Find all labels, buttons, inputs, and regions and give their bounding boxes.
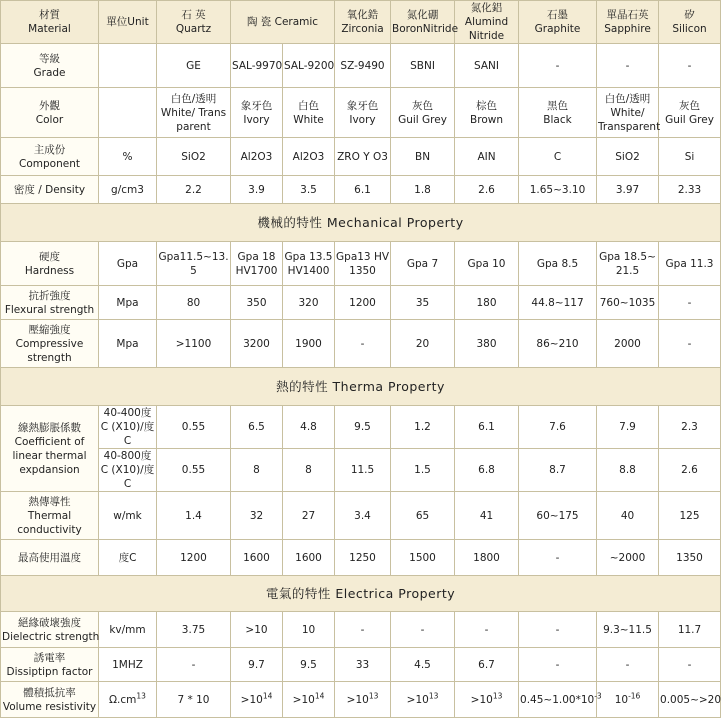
table-cell: 2.6 [455, 176, 519, 204]
table-cell: - [659, 648, 721, 682]
table-cell: GE [157, 44, 231, 88]
table-cell: 10 [283, 612, 335, 648]
table-cell: $>10^{13}$ [335, 682, 391, 718]
table-cell: - [597, 648, 659, 682]
header-unit: 單位Unit [99, 1, 157, 44]
table-cell: 灰色 Guil Grey [391, 88, 455, 138]
table-cell: - [659, 286, 721, 320]
header-ceramic: 陶 瓷 Ceramic [231, 1, 335, 44]
table-cell: 3.97 [597, 176, 659, 204]
table-cell: 黑色 Black [519, 88, 597, 138]
component-row [1, 138, 721, 176]
table-cell: Gpa13 HV1350 [335, 242, 391, 286]
table-cell: 9.5 [335, 406, 391, 449]
section-electrical-title: 電氣的特性 Electrica Property [1, 576, 721, 612]
table-cell: Gpa11.5~13. 5 [157, 242, 231, 286]
compressive-unit: Mpa [99, 320, 157, 368]
table-cell: Gpa 11.3 [659, 242, 721, 286]
grade-unit [99, 44, 157, 88]
table-cell: 1.2 [391, 406, 455, 449]
table-cell: 11.7 [659, 612, 721, 648]
table-cell: 11.5 [335, 449, 391, 492]
table-cell: 44.8~117 [519, 286, 597, 320]
table-cell: 80 [157, 286, 231, 320]
table-cell: 1200 [335, 286, 391, 320]
table-cell: ZRO Y O3 [335, 138, 391, 176]
hardness-row [1, 242, 721, 286]
table-cell: 7.6 [519, 406, 597, 449]
table-cell: 65 [391, 492, 455, 540]
section-thermal-title: 熱的特性 Therma Property [1, 368, 721, 406]
table-cell: 32 [231, 492, 283, 540]
table-cell: - [519, 648, 597, 682]
table-cell: 白色 White [283, 88, 335, 138]
table-cell: 2.3 [659, 406, 721, 449]
table-cell: 白色/透明 White/ Transparent [157, 88, 231, 138]
table-cell: - [659, 44, 721, 88]
table-cell: - [597, 44, 659, 88]
table-cell: 9.7 [231, 648, 283, 682]
table-cell: 3.5 [283, 176, 335, 204]
table-cell: Gpa 7 [391, 242, 455, 286]
table-cell: - [335, 320, 391, 368]
table-cell: 白色/透明 White/ Transparent [597, 88, 659, 138]
header-quartz: 石 英 Quartz [157, 1, 231, 44]
section-row [1, 576, 721, 612]
resistivity-unit: $\Omega.cm^{13}$ [99, 682, 157, 718]
table-cell: 1.8 [391, 176, 455, 204]
table-cell: 6.8 [455, 449, 519, 492]
hardness-label: 硬度 Hardness [1, 242, 99, 286]
table-cell: 象牙色 Ivory [231, 88, 283, 138]
table-cell: - [157, 648, 231, 682]
table-cell: 象牙色 Ivory [335, 88, 391, 138]
dissipation-label: 誘電率 Dissiptipn factor [1, 648, 99, 682]
expansion-unit-800: 40-800度C (X10)/度C [99, 449, 157, 492]
table-cell: 6.1 [335, 176, 391, 204]
table-cell: 180 [455, 286, 519, 320]
header-boron-nitride: 氮化硼 BoronNitride [391, 1, 455, 44]
table-cell: >1100 [157, 320, 231, 368]
table-cell: 760~1035 [597, 286, 659, 320]
table-cell: Gpa 8.5 [519, 242, 597, 286]
compressive-label: 壓縮強度 Compressive strength [1, 320, 99, 368]
table-cell: 41 [455, 492, 519, 540]
table-cell: Al2O3 [283, 138, 335, 176]
table-cell: 0.55 [157, 406, 231, 449]
table-cell: - [519, 612, 597, 648]
table-cell: 1500 [391, 540, 455, 576]
table-cell: SAL-9200 [283, 44, 335, 88]
table-cell: 86~210 [519, 320, 597, 368]
table-cell: 20 [391, 320, 455, 368]
table-cell: Gpa 18 HV1700 [231, 242, 283, 286]
table-cell: 3.4 [335, 492, 391, 540]
table-cell: 6.7 [455, 648, 519, 682]
table-cell: - [519, 540, 597, 576]
table-cell: 1.5 [391, 449, 455, 492]
table-cell: $>10^{13}$ [391, 682, 455, 718]
table-cell: 33 [335, 648, 391, 682]
table-cell: 125 [659, 492, 721, 540]
grade-row [1, 44, 721, 88]
hardness-unit: Gpa [99, 242, 157, 286]
table-cell: ~2000 [597, 540, 659, 576]
table-cell: 1200 [157, 540, 231, 576]
table-cell: 2.2 [157, 176, 231, 204]
flexural-row [1, 286, 721, 320]
table-cell: 40 [597, 492, 659, 540]
expansion-row-400 [1, 406, 721, 449]
table-cell: 1600 [283, 540, 335, 576]
table-cell: 8 [283, 449, 335, 492]
table-cell: Al2O3 [231, 138, 283, 176]
max-temp-row [1, 540, 721, 576]
dielectric-unit: kv/mm [99, 612, 157, 648]
table-cell: AIN [455, 138, 519, 176]
section-row [1, 204, 721, 242]
max-temp-label: 最高使用溫度 [1, 540, 99, 576]
table-cell: - [391, 612, 455, 648]
table-cell: SANI [455, 44, 519, 88]
table-cell: $0.45\sim 1.00*10^{-3}$ [519, 682, 597, 718]
table-cell: >10 [231, 612, 283, 648]
header-aluminum-nitride: 氮化鋁 Alumind Nitride [455, 1, 519, 44]
conductivity-row [1, 492, 721, 540]
table-cell: 4.8 [283, 406, 335, 449]
table-cell: SiO2 [157, 138, 231, 176]
dissipation-row [1, 648, 721, 682]
dielectric-label: 絕緣破壞強度 Dielectric strength [1, 612, 99, 648]
table-cell: - [519, 44, 597, 88]
header-row [1, 1, 721, 44]
table-cell: SZ-9490 [335, 44, 391, 88]
table-cell: 2000 [597, 320, 659, 368]
color-row [1, 88, 721, 138]
header-silicon: 矽 Silicon [659, 1, 721, 44]
density-label: 密度 / Density [1, 176, 99, 204]
section-row [1, 368, 721, 406]
table-cell: C [519, 138, 597, 176]
table-cell: 8.7 [519, 449, 597, 492]
expansion-label: 線熱膨脹係數 Coefficient of linear thermal expdansion [1, 406, 99, 492]
table-cell: 2.33 [659, 176, 721, 204]
dielectric-row [1, 612, 721, 648]
table-cell: - [659, 320, 721, 368]
flexural-unit: Mpa [99, 286, 157, 320]
table-cell: 1.65~3.10 [519, 176, 597, 204]
table-cell: 1900 [283, 320, 335, 368]
table-cell: 灰色 Guil Grey [659, 88, 721, 138]
table-cell: 1350 [659, 540, 721, 576]
table-cell: 3.9 [231, 176, 283, 204]
table-cell: 6.1 [455, 406, 519, 449]
table-cell: 380 [455, 320, 519, 368]
resistivity-row [1, 682, 721, 718]
component-label: 主成份 Component [1, 138, 99, 176]
header-sapphire: 單晶石英 Sapphire [597, 1, 659, 44]
section-mechanical-title: 機械的特性 Mechanical Property [1, 204, 721, 242]
max-temp-unit: 度C [99, 540, 157, 576]
expansion-row-800 [1, 449, 721, 492]
table-cell: 1600 [231, 540, 283, 576]
table-cell: 8.8 [597, 449, 659, 492]
table-cell: 3200 [231, 320, 283, 368]
table-cell: 1.4 [157, 492, 231, 540]
table-cell: BN [391, 138, 455, 176]
table-cell: $>10^{13}$ [455, 682, 519, 718]
conductivity-unit: w/mk [99, 492, 157, 540]
density-row [1, 176, 721, 204]
color-unit [99, 88, 157, 138]
table-cell: 2.6 [659, 449, 721, 492]
conductivity-label: 熱傳導性 Thermal conductivity [1, 492, 99, 540]
table-cell: 27 [283, 492, 335, 540]
table-cell: 9.3~11.5 [597, 612, 659, 648]
table-cell: 棕色 Brown [455, 88, 519, 138]
component-unit: % [99, 138, 157, 176]
table-cell: 9.5 [283, 648, 335, 682]
table-cell: Si [659, 138, 721, 176]
table-cell: Gpa 18.5~21.5 [597, 242, 659, 286]
header-material: 材質 Material [1, 1, 99, 44]
table-cell: 0.005~>20 [659, 682, 721, 718]
expansion-unit-400: 40-400度C (X10)/度C [99, 406, 157, 449]
table-cell: - [335, 612, 391, 648]
header-zirconia: 氧化鋯 Zirconia [335, 1, 391, 44]
header-graphite: 石墨 Graphite [519, 1, 597, 44]
color-label: 外觀 Color [1, 88, 99, 138]
table-cell: 6.5 [231, 406, 283, 449]
table-cell: 1250 [335, 540, 391, 576]
resistivity-label: 體積抵抗率 Volume resistivity [1, 682, 99, 718]
flexural-label: 抗折強度 Flexural strength [1, 286, 99, 320]
table-cell: SAL-9970 [231, 44, 283, 88]
table-cell: 350 [231, 286, 283, 320]
table-cell: $>10^{14}$ [231, 682, 283, 718]
table-cell: Gpa 13.5 HV1400 [283, 242, 335, 286]
compressive-row [1, 320, 721, 368]
table-cell: 0.55 [157, 449, 231, 492]
table-cell: 7.9 [597, 406, 659, 449]
table-cell: 60~175 [519, 492, 597, 540]
table-cell: 7 * 10 [157, 682, 231, 718]
table-cell: SBNI [391, 44, 455, 88]
table-cell: 1800 [455, 540, 519, 576]
table-cell: 320 [283, 286, 335, 320]
table-cell: SiO2 [597, 138, 659, 176]
table-cell: $>10^{14}$ [283, 682, 335, 718]
table-cell: - [455, 612, 519, 648]
table-cell: 35 [391, 286, 455, 320]
density-unit: g/cm3 [99, 176, 157, 204]
table-cell: 8 [231, 449, 283, 492]
dissipation-unit: 1MHZ [99, 648, 157, 682]
table-cell: 3.75 [157, 612, 231, 648]
table-cell: 4.5 [391, 648, 455, 682]
table-cell: Gpa 10 [455, 242, 519, 286]
grade-label: 等級 Grade [1, 44, 99, 88]
table-cell: $10^{-16}$ [597, 682, 659, 718]
